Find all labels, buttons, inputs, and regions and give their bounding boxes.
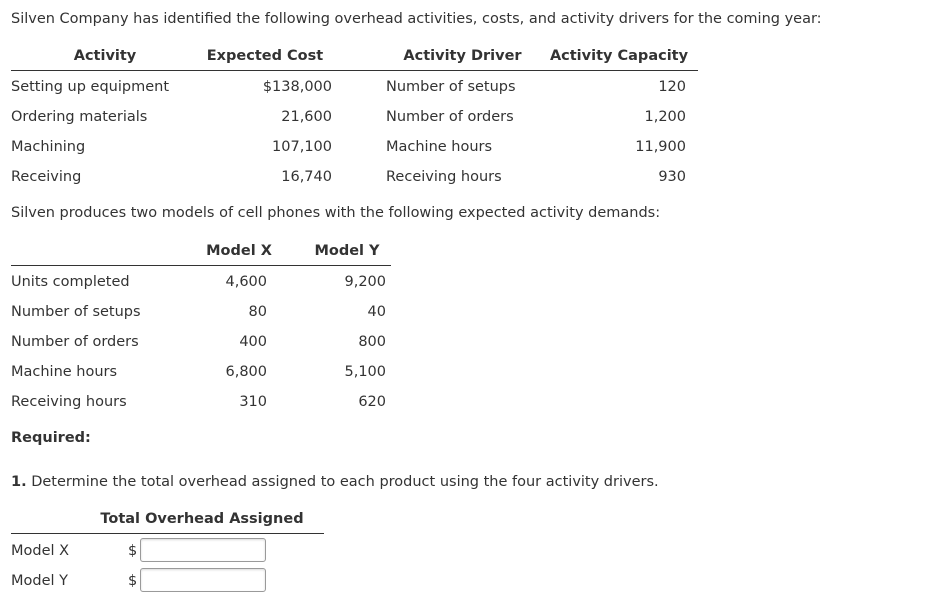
expected-cost: 21,600 (281, 109, 332, 125)
dollar-sign: $ (128, 543, 138, 559)
model-y-value: 620 (358, 394, 386, 410)
model-x-total-input[interactable] (140, 538, 266, 562)
demand-label: Number of orders (11, 334, 139, 350)
activity-capacity: 930 (658, 169, 686, 185)
demand-label: Receiving hours (11, 394, 127, 410)
model-x-value: 400 (239, 334, 267, 350)
expected-cost: 107,100 (272, 139, 332, 155)
expected-cost-header: Expected Cost (206, 48, 324, 64)
activity-name: Receiving (11, 169, 82, 185)
total-overhead-header: Total Overhead Assigned (100, 511, 304, 527)
model-y-header: Model Y (314, 243, 380, 259)
activity-driver: Machine hours (386, 139, 493, 155)
intro-text: Silven Company has identified the following overhead activities, costs, and activity drivers for the coming year: (11, 11, 822, 27)
activity-driver-header: Activity Driver (403, 48, 522, 64)
demand-label: Number of setups (11, 304, 141, 320)
activity-capacity: 120 (658, 79, 686, 95)
demand-header-rule (11, 265, 391, 266)
activity-capacity: 1,200 (644, 109, 686, 125)
dollar-sign: $ (128, 573, 138, 589)
model-x-value: 310 (239, 394, 267, 410)
expected-cost: $138,000 (262, 79, 332, 95)
model-x-value: 6,800 (225, 364, 267, 380)
activity-driver: Number of orders (386, 109, 514, 125)
activity-driver: Number of setups (386, 79, 516, 95)
activity-name: Machining (11, 139, 86, 155)
required-label: Required: (11, 430, 91, 446)
demand-label: Units completed (11, 274, 130, 290)
activity-header: Activity (73, 48, 137, 64)
demand-intro-text: Silven produces two models of cell phones with the following expected activity demands: (11, 205, 661, 221)
activity-capacity: 11,900 (635, 139, 686, 155)
model-y-value: 40 (367, 304, 386, 320)
answer-row-label: Model Y (11, 573, 69, 589)
answer-row-label: Model X (11, 543, 70, 559)
question-text: Determine the total overhead assigned to each product using the four activity drivers. (31, 474, 659, 490)
answer-header-rule (11, 533, 324, 534)
model-y-value: 5,100 (344, 364, 386, 380)
activity-driver: Receiving hours (386, 169, 502, 185)
model-y-total-input[interactable] (140, 568, 266, 592)
model-x-value: 4,600 (225, 274, 267, 290)
question-number: 1. (11, 474, 27, 490)
activity-name: Ordering materials (11, 109, 148, 125)
model-y-value: 800 (358, 334, 386, 350)
model-y-value: 9,200 (344, 274, 386, 290)
expected-cost: 16,740 (281, 169, 332, 185)
activity-name: Setting up equipment (11, 79, 169, 95)
activity-header-rule (11, 70, 698, 71)
activity-capacity-header: Activity Capacity (549, 48, 689, 64)
demand-label: Machine hours (11, 364, 118, 380)
model-x-value: 80 (248, 304, 267, 320)
question (11, 473, 659, 491)
model-x-header: Model X (206, 243, 272, 259)
